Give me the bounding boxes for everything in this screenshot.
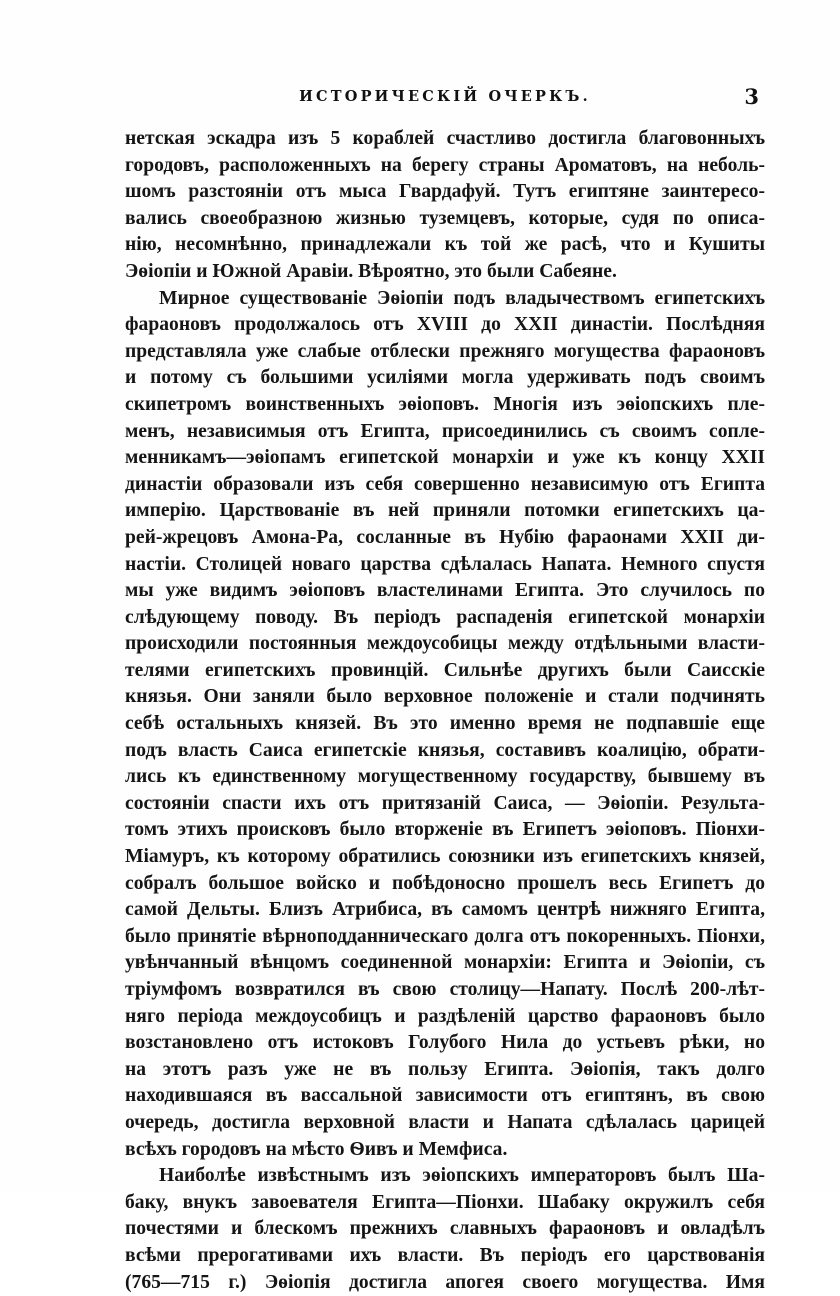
- text-line: рей-жрецовъ Амона-Ра, сосланные въ Нубію фараонами XXII ди-: [125, 526, 765, 548]
- text-line: себѣ остальныхъ князей. Въ это именно время не подпавшіе еще: [125, 713, 765, 735]
- text-line: князья. Они заняли было верховное положеніе и стали подчинять: [125, 686, 765, 708]
- page-number: 3: [744, 84, 759, 109]
- text-line: телями египетскихъ провинцій. Сильнѣе другихъ были Саисскіе: [125, 659, 765, 681]
- text-line: Міамуръ, къ которому обратились союзники изъ египетскихъ князей,: [125, 846, 765, 868]
- text-line: баку, внукъ завоевателя Египта—Піонхи. Шабаку окружилъ себя: [125, 1191, 765, 1213]
- text-line: состояніи спасти ихъ отъ притязаній Саиса, — Эѳіопіи. Результа-: [125, 792, 765, 814]
- text-line: шомъ разстояніи отъ мыса Гвардафуй. Тутъ египтяне заинтересо-: [125, 181, 765, 203]
- text-line: династіи образовали изъ себя совершенно независимую отъ Египта: [125, 473, 765, 495]
- text-line: представляла уже слабые отблески прежняго могущества фараоновъ: [125, 340, 765, 362]
- text-line: подъ власть Саиса египетскіе князья, составивъ коалицію, обрати-: [125, 739, 765, 761]
- text-line: лись къ единственному могущественному государству, бывшему въ: [125, 766, 765, 788]
- text-line: на этотъ разъ уже не въ пользу Египта. Эѳіопія, такъ долго: [125, 1058, 765, 1080]
- text-line: менникамъ—эѳіопамъ египетской монархіи и уже къ концу XXII: [125, 447, 765, 469]
- text-line: тріумфомъ возвратился въ свою столицу—Напату. Послѣ 200-лѣт-: [125, 979, 765, 1000]
- text-line: нетская эскадра изъ 5 кораблей счастливо достигла благовонныхъ: [125, 128, 765, 149]
- text-line: менъ, независимыя отъ Египта, присоединились съ своимъ сопле-: [125, 420, 765, 442]
- body-text: [125, 126, 765, 1296]
- text-line: Наиболѣе извѣстнымъ изъ эѳіопскихъ императоровъ былъ Ша-: [159, 1165, 765, 1187]
- text-line: Эѳіопіи и Южной Аравіи. Вѣроятно, это были Сабеяне.: [125, 260, 617, 282]
- text-line: фараоновъ продолжалось отъ XVIII до XXII династіи. Послѣдняя: [125, 314, 765, 336]
- text-line: настіи. Столицей новаго царства сдѣлалась Напата. Немного спустя: [125, 553, 765, 575]
- text-line: происходили постоянныя междоусобицы между отдѣльными власти-: [125, 633, 765, 655]
- text-line: Мирное существованіе Эѳіопіи подъ владычествомъ египетскихъ: [159, 287, 765, 309]
- text-line: вались своеобразною жизнью туземцевъ, которые, судя по описа-: [125, 207, 765, 229]
- text-line: и потому съ большими усиліями могла удерживать подъ своимъ: [125, 367, 765, 389]
- text-line: нію, несомнѣнно, принадлежали къ той же расѣ, что и Кушиты: [125, 234, 765, 256]
- text-line: возстановлено отъ истоковъ Голубого Нила до устьевъ рѣки, но: [125, 1032, 765, 1054]
- text-line: скипетромъ воинственныхъ эѳіоповъ. Многія изъ эѳіопскихъ пле-: [125, 393, 765, 415]
- text-line: очередь, достигла верховной власти и Напата сдѣлалась царицей: [125, 1111, 765, 1133]
- text-line: имперію. Царствованіе въ ней приняли потомки египетскихъ ца-: [125, 500, 765, 522]
- text-line: томъ этихъ происковъ было вторженіе въ Египетъ эѳіоповъ. Піонхи-: [125, 819, 765, 841]
- text-line: собралъ большое войско и побѣдоносно прошелъ весь Египетъ до: [125, 872, 765, 894]
- page-header: [125, 86, 765, 110]
- text-line: всѣхъ городовъ на мѣсто Ѳивъ и Мемфиса.: [125, 1138, 508, 1160]
- text-line: мы уже видимъ эѳіоповъ властелинами Египта. Это случилось по: [125, 580, 765, 602]
- text-line: всѣми прерогативами ихъ власти. Въ періодъ его царствованія: [125, 1244, 765, 1266]
- running-title: ИСТОРИЧЕСКІЙ ОЧЕРКЪ.: [299, 88, 591, 105]
- text-line: няго періода междоусобицъ и раздѣленій царство фараоновъ было: [125, 1005, 765, 1027]
- text-line: было принятіе вѣрноподданническаго долга отъ покоренныхъ. Піонхи,: [125, 925, 765, 947]
- text-line: (765—715 г.) Эѳіопія достигла апогея своего могущества. Имя: [125, 1271, 765, 1293]
- text-line: увѣнчанный вѣнцомъ соединенной монархіи: Египта и Эѳіопіи, съ: [125, 952, 765, 974]
- text-line: слѣдующему поводу. Въ періодъ распаденія египетской монархіи: [125, 606, 765, 628]
- text-line: почестями и блескомъ прежнихъ славныхъ фараоновъ и овладѣлъ: [125, 1218, 765, 1240]
- text-line: городовъ, расположенныхъ на берегу страны Ароматовъ, на неболь-: [125, 154, 765, 176]
- text-line: находившаяся въ вассальной зависимости отъ египтянъ, въ свою: [125, 1085, 765, 1107]
- text-line: самой Дельты. Близъ Атрибиса, въ самомъ центрѣ нижняго Египта,: [125, 899, 765, 921]
